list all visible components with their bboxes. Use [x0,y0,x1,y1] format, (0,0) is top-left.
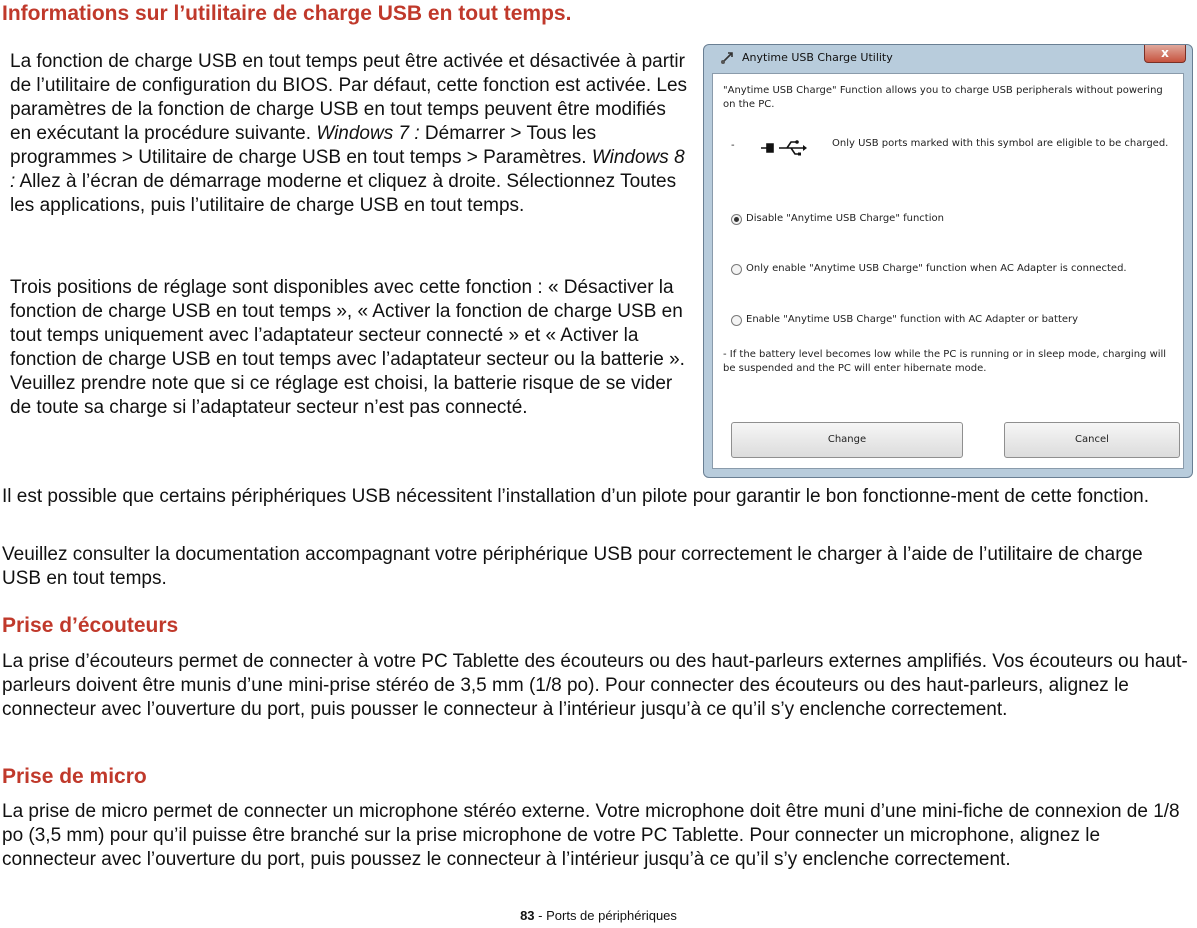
intro-paragraph [10,50,688,218]
dialog-description: "Anytime USB Charge" Function allows you to charge USB peripherals without powering on the PC. [723,85,1163,110]
radio-enable-ac-only[interactable] [731,264,742,275]
positions-paragraph: Trois positions de réglage sont disponibles avec cette fonction : « Désactiver la fonction de charge USB en tout temps », « Activer la fonction de charge USB en tout temps uniquement avec l’adaptateur secteur connecté » et « Activer la fonction de charge USB en tout temps avec l’adaptateur secteur ou la batterie ». Veuillez prendre note que si ce réglage est choisi, la batterie risque de se vider de toute sa charge si l’adaptateur secteur n’est pas connecté. [10,277,685,418]
dialog-client-area [712,73,1184,469]
dash: - [731,140,735,151]
radio-disable[interactable] [731,214,742,225]
windows8-label: Windows 8 : [10,147,685,192]
usb-app-icon [720,51,736,65]
option-enable-ac-battery-label[interactable]: Enable "Anytime USB Charge" function with AC Adapter or battery [746,314,1079,325]
change-button[interactable]: Change [731,422,963,458]
micro-paragraph: La prise de micro permet de connecter un microphone stéréo externe. Votre microphone doit être muni d’une mini-fiche de connexion de 1/8 po (3,5 mm) pour qu’il puisse être branché sur la prise microphone de votre PC Tablette. Pour connecter un microphone, alignez le connecteur avec l’ouverture du port, puis poussez le connecteur à l’intérieur jusqu’à ce qu’il s’y enclenche correctement. [2,801,1180,870]
intro-text-1: La fonction de charge USB en tout temps peut être activée et désactivée à partir de l’utilitaire de configuration du BIOS. Par défaut, cette fonction est activée. Les paramètres de la fonction de charge USB en tout temps peuvent être modifiés en exécutant la procédure suivante. [10,51,688,144]
micro-heading: Prise de micro [2,765,147,788]
windows7-label: Windows 7 : [316,123,420,144]
radio-enable-ac-battery[interactable] [731,315,742,326]
intro-text-3: Allez à l’écran de démarrage moderne et cliquez à droite. Sélectionnez Toutes les applications, puis l’utilitaire de charge USB en tout temps. [10,171,677,216]
battery-warning: - If the battery level becomes low while the PC is running or in sleep mode, charging will be suspended and the PC will enter hibernate mode. [723,349,1167,374]
symbol-note: Only USB ports marked with this symbol are eligible to be charged. [832,138,1169,149]
section-heading-usb-charge: Informations sur l’utilitaire de charge USB en tout temps. [2,2,572,25]
footer-section: - Ports de périphériques [534,908,677,923]
usb-charge-symbol-icon [759,138,807,158]
driver-paragraph: Il est possible que certains périphériques USB nécessitent l’installation d’un pilote pour garantir le bon fonctionne-ment de cette fonction. [2,486,1150,507]
page-number: 83 [520,908,535,923]
dialog-titlebar [704,45,1192,71]
option-enable-ac-only-label[interactable]: Only enable "Anytime USB Charge" function when AC Adapter is connected. [746,263,1127,274]
intro-text-2: Démarrer > Tous les programmes > Utilitaire de charge USB en tout temps > Paramètres. [10,123,597,168]
headphone-heading: Prise d’écouteurs [2,614,179,637]
option-disable-label[interactable]: Disable "Anytime USB Charge" function [746,213,944,224]
close-button[interactable]: x [1144,45,1186,63]
cancel-button[interactable]: Cancel [1004,422,1180,458]
headphone-paragraph: La prise d’écouteurs permet de connecter à votre PC Tablette des écouteurs ou des haut-parleurs externes amplifiés. Vos écouteurs ou haut-parleurs doivent être munis d’une mini-prise stéréo de 3,5 mm (1/8 po). Pour connecter des écouteurs ou des haut-parleurs, alignez le connecteur avec l’ouverture du port, puis pousser le connecteur à l’intérieur jusqu’à ce qu’il s’y enclenche correctement. [2,651,1188,720]
docs-paragraph: Veuillez consulter la documentation accompagnant votre périphérique USB pour correctement le charger à l’aide de l’utilitaire de charge USB en tout temps. [2,544,1143,589]
dialog-title: Anytime USB Charge Utility [742,51,893,64]
usb-charge-utility-dialog [703,44,1193,478]
page-footer [0,908,1197,924]
